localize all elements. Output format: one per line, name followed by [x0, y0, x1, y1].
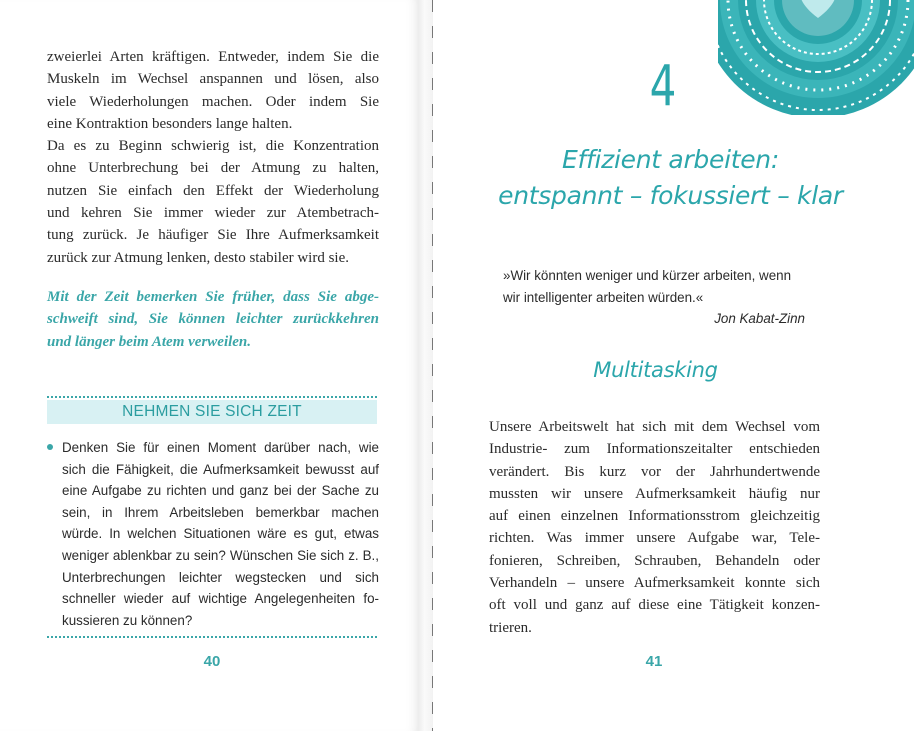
page-number: 41	[645, 653, 663, 670]
text-line: sich die Fähigkeit, die Aufmerksamkeit bewusst auf	[62, 461, 379, 477]
text-line: eine Kontraktion besonders lange halten.	[47, 115, 293, 132]
box-heading: NEHMEN SIE SICH ZEIT	[47, 400, 377, 424]
book-gutter	[418, 0, 433, 731]
text-line: richten. Was immer unsere Aufgabe war, Tele-	[489, 530, 820, 547]
text-line: tung zurück. Je häufiger Sie Ihre Aufmerksamkeit	[47, 227, 379, 244]
chapter-number: 4	[649, 54, 677, 119]
text-line: zurück zur Atmung lenken, desto stabiler wird sie.	[47, 249, 350, 266]
text-line: und länger beim Atem verweilen.	[47, 333, 252, 350]
text-line: fonieren, Schreiben, Schrauben, Behandeln oder	[489, 552, 820, 569]
text-line: Da es zu Beginn schwierig ist, die Konzentration	[47, 138, 379, 155]
text-line: Industrie- zum Informationszeitalter entschieden	[489, 441, 820, 458]
right-body-text	[489, 416, 820, 639]
text-line: schweift sind, Sie können leichter zurückkehren	[47, 311, 379, 328]
right-page	[433, 0, 914, 731]
text-line: oft voll und ganz auf diese eine Tätigkeit konzen-	[489, 597, 820, 614]
text-line: ohne Unterbrechung bei der Atmung zu halten,	[47, 160, 379, 177]
section-title: Multitasking	[593, 358, 718, 382]
epigraph-quote	[503, 265, 805, 330]
text-line: sein, in Ihrem Arbeitsleben bemerkbar machen	[62, 504, 379, 520]
left-body-text	[47, 46, 379, 269]
text-line: Mit der Zeit bemerken Sie früher, dass Sie abge-	[47, 289, 379, 305]
text-line: viele Wiederholungen machen. Oder indem Sie	[47, 93, 379, 110]
text-line: würde. In welchen Situationen wäre es gut, etwas	[62, 526, 379, 542]
list-item	[47, 437, 379, 631]
chapter-title-line: entspannt – fokussiert – klar	[498, 181, 843, 210]
quote-line: wir intelligenter arbeiten würden.«	[503, 289, 704, 305]
text-line: schneller wieder auf wichtige Angelegenheiten fo-	[62, 591, 379, 607]
text-line: Verhandeln – unsere Aufmerksamkeit konnte sich	[489, 575, 820, 592]
text-line: verändert. Bis kurz vor der Jahrhundertwende	[489, 463, 820, 480]
text-line: trieren.	[489, 619, 532, 636]
box-top-rule	[47, 396, 377, 398]
bullet-icon	[47, 444, 53, 450]
text-line: und kehren Sie immer wieder zur Atembetrach-	[47, 205, 379, 222]
chapter-title-line: Effizient arbeiten:	[562, 145, 779, 174]
highlight-paragraph	[47, 286, 379, 353]
text-line: weniger ablenkbar zu sein? Wünschen Sie sich z. B.,	[62, 547, 379, 563]
quote-line: »Wir könnten weniger und kürzer arbeiten, wenn	[503, 268, 792, 283]
text-line: Muskeln im Wechsel anspannen und lösen, also	[47, 71, 379, 88]
text-line: zweierlei Arten kräftigen. Entweder, indem Sie die	[47, 49, 379, 65]
text-line: eine Aufgabe zu richten und ganz bei der Sache zu	[62, 483, 379, 499]
page-number: 40	[203, 653, 221, 670]
box-list	[47, 437, 379, 631]
text-line: kussieren zu können?	[62, 612, 193, 628]
text-line: auf einen einzelnen Informationsstrom gleichzeitig	[489, 508, 820, 525]
box-bottom-rule	[47, 636, 377, 638]
text-line: Unterbrechungen leichter wegstecken und sich	[62, 569, 379, 585]
text-line: Unsere Arbeitswelt hat sich mit dem Wechsel vom	[489, 419, 820, 435]
left-page	[0, 0, 418, 731]
quote-author: Jon Kabat-Zinn	[714, 311, 805, 327]
text-line: nutzen Sie einfach den Effekt der Wiederholung	[47, 182, 379, 199]
chapter-title	[473, 142, 868, 214]
mandala-ornament-icon	[718, 0, 914, 115]
text-line: Denken Sie für einen Moment darüber nach, wie	[62, 440, 379, 455]
text-line: mussten wir unsere Aufmerksamkeit häufig nur	[489, 485, 820, 502]
